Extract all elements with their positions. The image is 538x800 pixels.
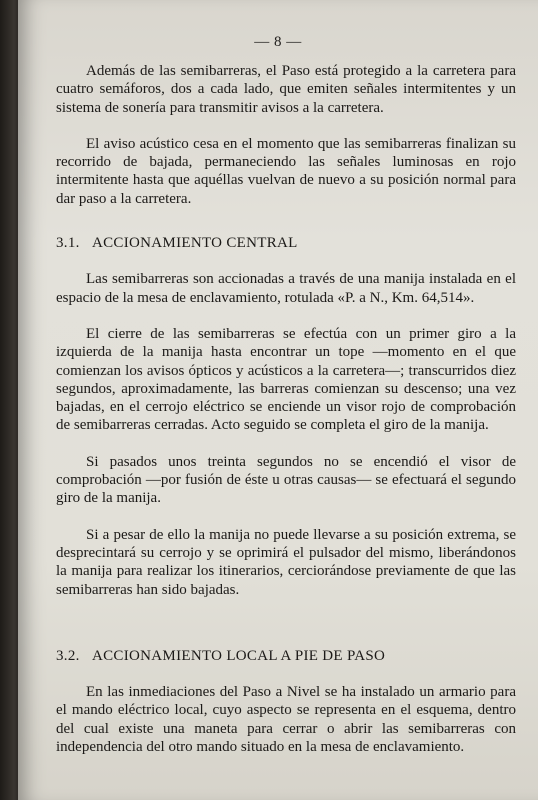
section-number: 3.1.	[56, 235, 80, 252]
section1-paragraph-4: Si a pesar de ello la manija no puede llevarse a su posición extrema, se desprecintará su cerrojo y se oprimirá el pulsador del mismo, liberándonos la manija para realizar los itinerarios, cerciorándose previamente de que las semibarreras han sido bajadas.	[56, 526, 516, 598]
intro-paragraph-1: Además de las semibarreras, el Paso está protegido a la carretera para cuatro semáforos, dos a cada lado, que emiten señales intermitentes y un sistema de sonería para transmitir avisos a la carretera.	[56, 63, 516, 116]
section-heading-3-1	[56, 234, 516, 252]
section1-paragraph-1: Las semibarreras son accionadas a través de una manija instalada en el espacio de la mesa de enclavamiento, rotulada «P. a N., Km. 64,514».	[56, 271, 516, 306]
book-page	[18, 0, 538, 800]
intro-paragraph-2: El aviso acústico cesa en el momento que las semibarreras finalizan su recorrido de bajada, permaneciendo las señales luminosas en rojo intermitente hasta que aquéllas vuelvan de nuevo a su posición normal para dar paso a la carretera.	[56, 135, 516, 207]
section-title: ACCIONAMIENTO LOCAL A PIE DE PASO	[92, 647, 386, 664]
section-number: 3.2.	[56, 647, 80, 664]
spacer	[56, 617, 516, 647]
section1-paragraph-2: El cierre de las semibarreras se efectúa con un primer giro a la izquierda de la manija hasta encontrar un tope —momento en el que comienzan los avisos ópticos y acústicos a la carretera—; transcurridos diez segundos, aproximadamente, las barreras comienzan su descenso; una vez bajadas, en el cerrojo eléctrico se enciende un visor rojo de comprobación de semibarreras cerradas. Acto seguido se completa el giro de la manija.	[56, 325, 516, 434]
spacer	[56, 226, 516, 234]
page-content	[56, 62, 516, 774]
section-heading-3-2	[56, 647, 516, 665]
section2-paragraph-1: En las inmediaciones del Paso a Nivel se ha instalado un armario para el mando eléctrico local, cuyo aspecto se representa en el esquema, dentro del cual existe una maneta para cerrar o abrir las semibarreras con independencia del otro mando situado en la mesa de enclavamiento.	[56, 684, 516, 756]
section-title: ACCIONAMIENTO CENTRAL	[92, 235, 298, 252]
page-number: — 8 —	[254, 34, 302, 50]
section1-paragraph-3: Si pasados unos treinta segundos no se encendió el visor de comprobación —por fusión de éste u otras causas— se efectuará el segundo giro de la manija.	[56, 453, 516, 507]
